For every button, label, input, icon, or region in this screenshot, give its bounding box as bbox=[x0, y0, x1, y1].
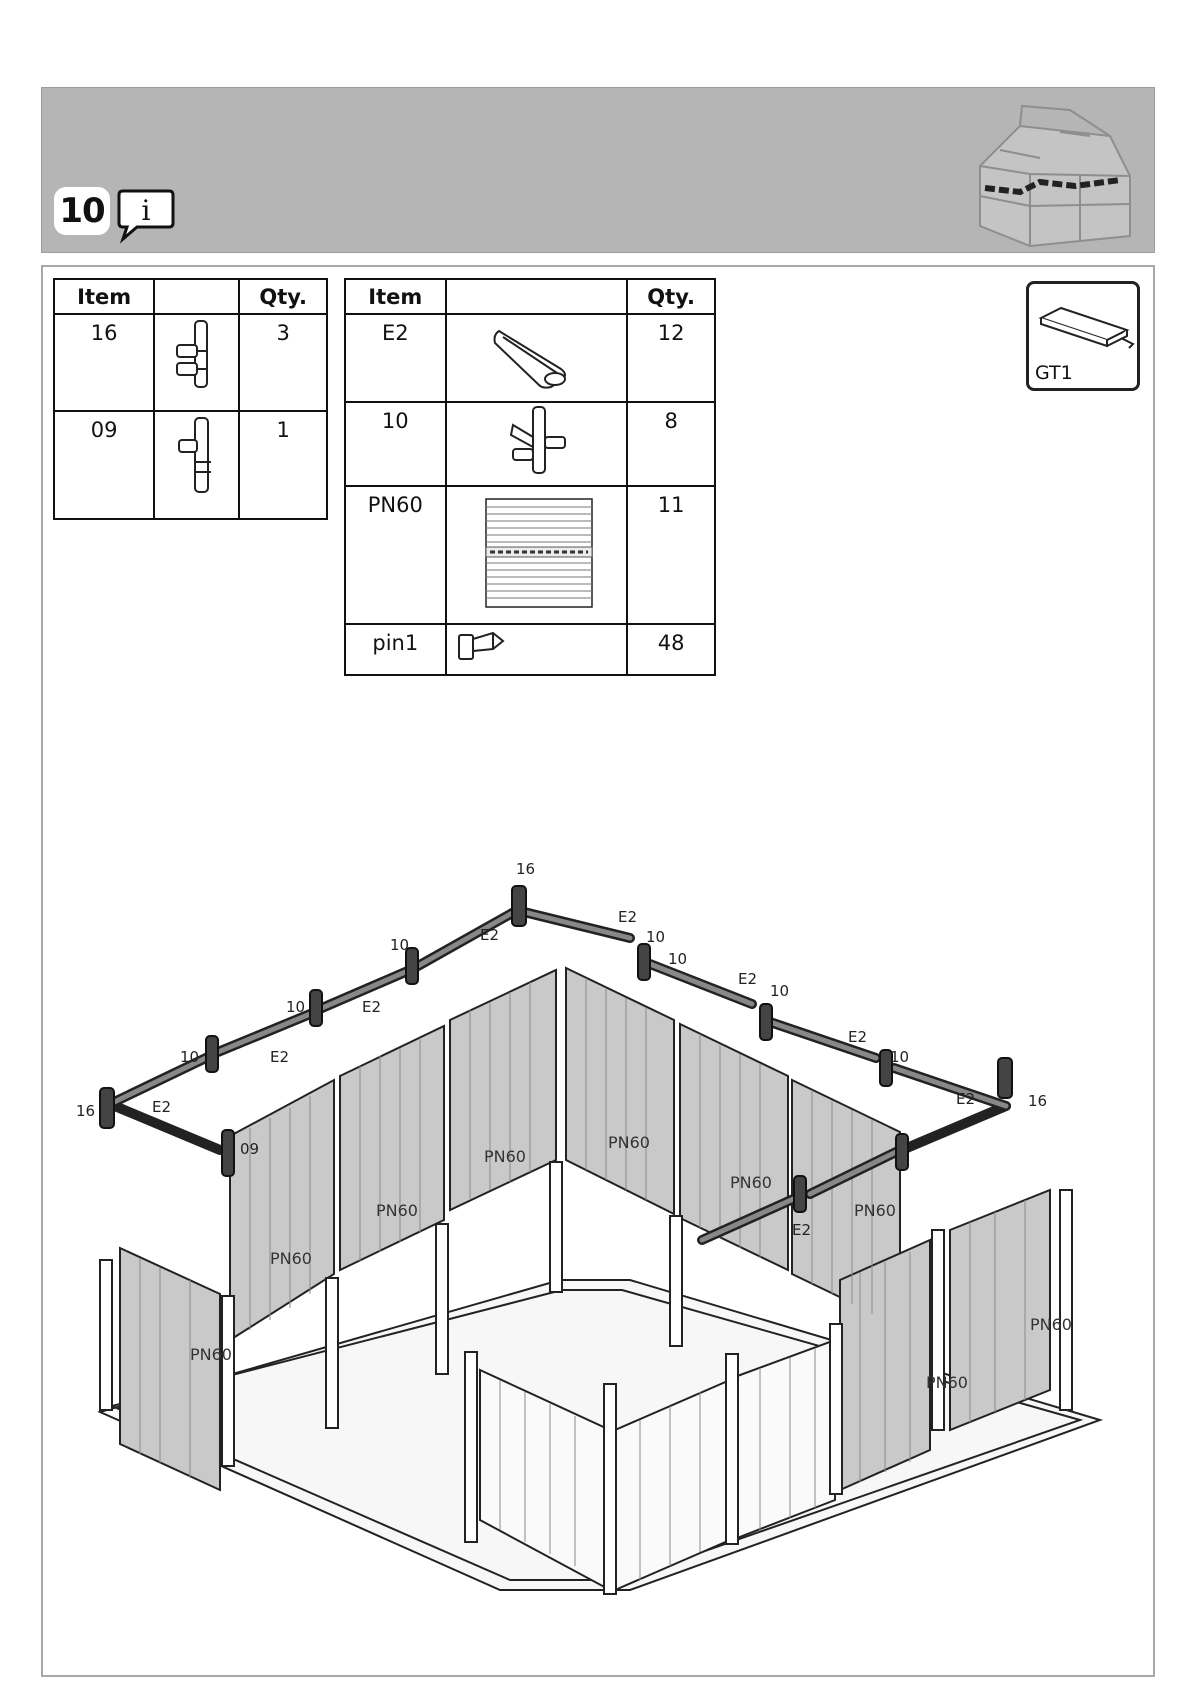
label-profile: E2 bbox=[480, 926, 500, 944]
tool-label: GT1 bbox=[1035, 362, 1073, 384]
post bbox=[436, 1224, 448, 1374]
post bbox=[932, 1230, 944, 1430]
connector-10 bbox=[310, 990, 322, 1026]
info-speech-bubble-icon bbox=[115, 187, 177, 245]
header-item: Item bbox=[54, 279, 154, 314]
panel-pn60-icon bbox=[446, 486, 628, 624]
item-qty: 1 bbox=[239, 411, 327, 519]
parts-table-left bbox=[53, 278, 328, 520]
post bbox=[726, 1354, 738, 1544]
panel-pn60 bbox=[230, 1080, 334, 1340]
item-code: pin1 bbox=[345, 624, 446, 675]
panel-pn60 bbox=[450, 970, 556, 1210]
connector-09-icon bbox=[154, 411, 239, 519]
assembly-illustration bbox=[70, 860, 1110, 1610]
label-profile: E2 bbox=[152, 1098, 172, 1116]
pin1-icon bbox=[446, 624, 628, 675]
connector-09 bbox=[222, 1130, 234, 1176]
panel-pn60 bbox=[340, 1026, 444, 1270]
post bbox=[604, 1384, 616, 1594]
connector-10-icon bbox=[446, 402, 628, 486]
header-item: Item bbox=[345, 279, 446, 314]
label-profile: E2 bbox=[848, 1028, 868, 1046]
header-qty: Qty. bbox=[239, 279, 327, 314]
item-code: E2 bbox=[345, 314, 446, 402]
tool-gt1-box bbox=[1026, 281, 1140, 391]
item-qty: 3 bbox=[239, 314, 327, 411]
label-profile: E2 bbox=[956, 1090, 976, 1108]
label-connector: 10 bbox=[770, 982, 790, 1000]
label-connector: 10 bbox=[668, 950, 688, 968]
label-connector: 10 bbox=[890, 1048, 910, 1066]
item-code: PN60 bbox=[345, 486, 446, 624]
label-connector: 09 bbox=[240, 1140, 260, 1158]
connector-10 bbox=[760, 1004, 772, 1040]
label-connector: 10 bbox=[286, 998, 306, 1016]
label-panel: PN60 bbox=[1030, 1315, 1072, 1334]
parts-table-right bbox=[344, 278, 716, 676]
label-profile: E2 bbox=[270, 1048, 290, 1066]
post bbox=[100, 1260, 112, 1410]
label-connector: 16 bbox=[1028, 1092, 1048, 1110]
item-qty: 12 bbox=[627, 314, 715, 402]
post bbox=[222, 1296, 234, 1466]
label-panel: PN60 bbox=[926, 1373, 968, 1392]
connector-10 bbox=[206, 1036, 218, 1072]
step-number: 10 bbox=[54, 187, 110, 235]
item-code: 09 bbox=[54, 411, 154, 519]
item-qty: 8 bbox=[627, 402, 715, 486]
connector-16 bbox=[998, 1058, 1012, 1098]
svg-text:i: i bbox=[141, 194, 151, 227]
connector-10 bbox=[794, 1176, 806, 1212]
greenhouse-thumbnail-icon bbox=[960, 96, 1140, 251]
step-header bbox=[41, 87, 1155, 253]
profile-e2-icon bbox=[446, 314, 628, 402]
label-connector: 16 bbox=[76, 1102, 96, 1120]
label-panel: PN60 bbox=[730, 1173, 772, 1192]
post bbox=[670, 1216, 682, 1346]
connector-10 bbox=[638, 944, 650, 980]
label-connector: 10 bbox=[180, 1048, 200, 1066]
item-code: 16 bbox=[54, 314, 154, 411]
label-panel: PN60 bbox=[270, 1249, 312, 1268]
label-connector: 10 bbox=[646, 928, 666, 946]
panel-pn60 bbox=[120, 1248, 220, 1490]
post bbox=[465, 1352, 477, 1542]
label-connector: 16 bbox=[516, 860, 536, 878]
post bbox=[326, 1278, 338, 1428]
connector-16-icon bbox=[154, 314, 239, 411]
label-connector: 10 bbox=[390, 936, 410, 954]
item-qty: 11 bbox=[627, 486, 715, 624]
item-code: 10 bbox=[345, 402, 446, 486]
label-panel: PN60 bbox=[484, 1147, 526, 1166]
panel-pn60 bbox=[566, 968, 674, 1214]
label-panel: PN60 bbox=[376, 1201, 418, 1220]
header-image bbox=[154, 279, 239, 314]
post bbox=[550, 1162, 562, 1292]
label-profile: E2 bbox=[618, 908, 638, 926]
label-panel: PN60 bbox=[190, 1345, 232, 1364]
label-panel: PN60 bbox=[608, 1133, 650, 1152]
header-qty: Qty. bbox=[627, 279, 715, 314]
label-panel: PN60 bbox=[854, 1201, 896, 1220]
label-profile: E2 bbox=[792, 1221, 812, 1239]
item-qty: 48 bbox=[627, 624, 715, 675]
connector-16 bbox=[100, 1088, 114, 1128]
glazing-tool-icon bbox=[1031, 290, 1139, 354]
label-profile: E2 bbox=[738, 970, 758, 988]
header-image bbox=[446, 279, 628, 314]
profile-e2 bbox=[902, 1106, 1006, 1150]
panel-pn60 bbox=[950, 1190, 1050, 1430]
post bbox=[830, 1324, 842, 1494]
label-profile: E2 bbox=[362, 998, 382, 1016]
connector-10 bbox=[896, 1134, 908, 1170]
panel-pn60 bbox=[680, 1024, 788, 1270]
connector-16 bbox=[512, 886, 526, 926]
post bbox=[1060, 1190, 1072, 1410]
